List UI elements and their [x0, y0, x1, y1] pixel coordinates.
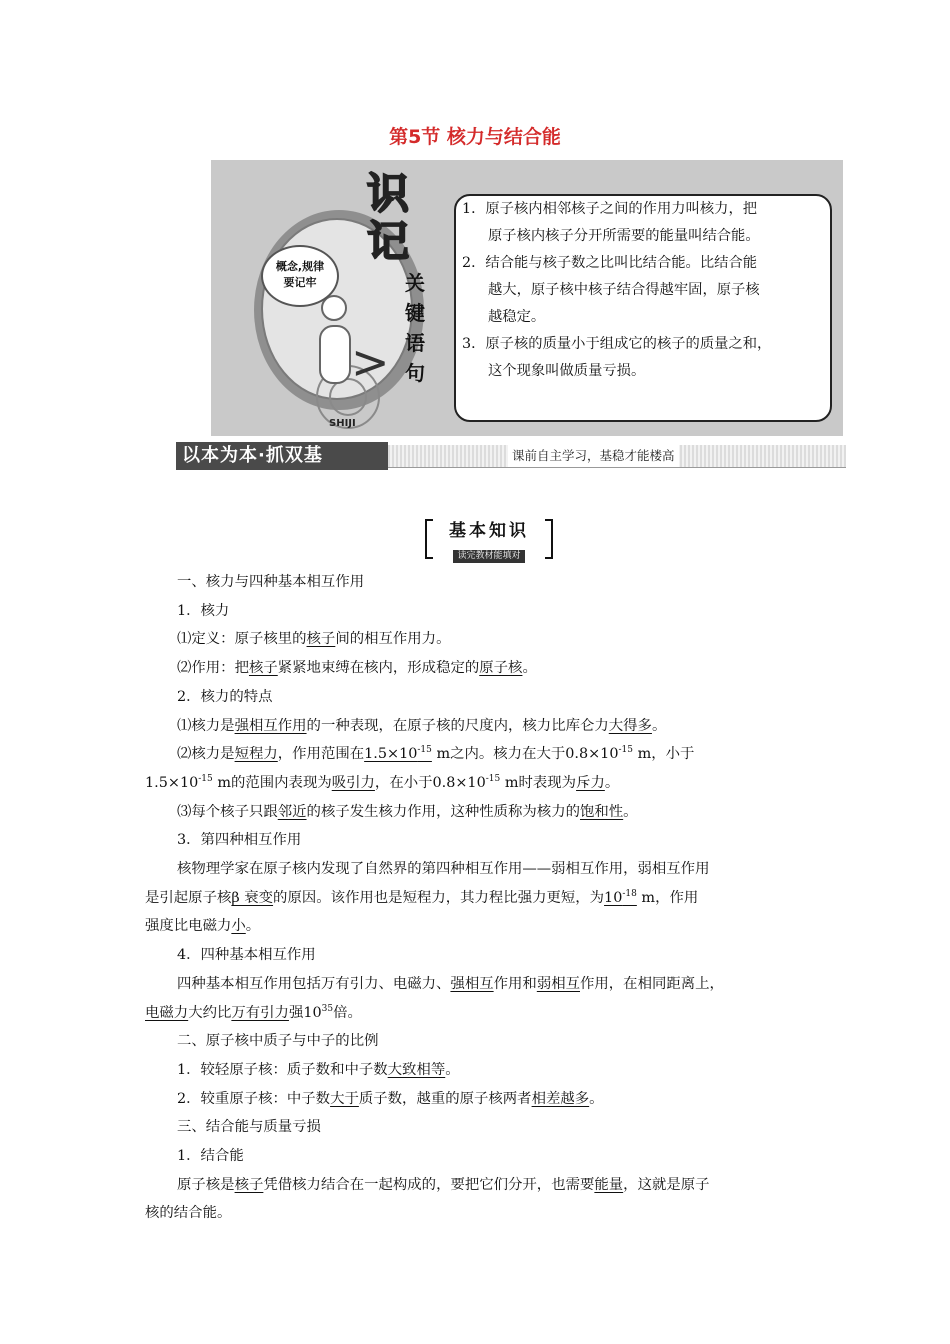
answer-blank: 邻近 — [277, 803, 307, 820]
answer-blank: 饱和性 — [579, 803, 624, 820]
answer-blank: 核子 — [248, 660, 278, 677]
heading-2: 二、原子核中质子与中子的比例 — [177, 1033, 379, 1050]
answer-blank: 强相互作用 — [234, 717, 307, 734]
paragraph: 是引起原子核β 衰变的原因。该作用也是短程力，其力程比强力更短，为$10^{-18}$ m，作用 — [145, 888, 699, 906]
subheading-1: 1．核力 — [177, 602, 230, 619]
paragraph: 核的结合能。 — [145, 1205, 232, 1222]
key-point-line: 2．结合能与核子数之比叫比结合能。比结合能 — [462, 255, 758, 271]
answer-blank: 万有引力 — [231, 1004, 289, 1021]
subheading-5: 1．结合能 — [177, 1148, 244, 1165]
speech-bubble — [261, 245, 339, 307]
banner-big-text — [367, 170, 409, 266]
paragraph: ⑶每个核子只跟邻近的核子发生核力作用，这种性质称为核力的饱和性。 — [177, 803, 638, 820]
answer-blank: 原子核 — [479, 660, 523, 677]
person-icon-body — [319, 325, 351, 384]
key-point-line: 这个现象叫做质量亏损。 — [488, 363, 646, 379]
key-point-line: 3．原子核的质量小于组成它的核子的质量之和， — [462, 336, 772, 352]
bracket-right — [545, 519, 553, 559]
bracket-left — [425, 519, 433, 559]
paragraph: ⑴定义：原子核里的核子间的相互作用力。 — [177, 631, 451, 648]
answer-blank: 强相互 — [450, 975, 494, 992]
vert-char-2: 键 — [405, 301, 425, 325]
paragraph: $1.5\times 10^{-15}$ m的范围内表现为吸引力，在小于$0.8\times 10^{-15}$ m时表现为斥力。 — [145, 774, 620, 791]
answer-blank: 小 — [231, 918, 246, 935]
subheading-4: 4．四种基本相互作用 — [177, 947, 316, 964]
answer-blank: 弱相互 — [536, 975, 580, 992]
badge-subtitle: 读完教材能填对 — [453, 550, 524, 563]
paragraph: ⑵核力是短程力，作用范围在$1.5\times 10^{-15}$ m之内。核力在大于$0.8\times 10^{-15}$ m，小于 — [177, 745, 695, 763]
answer-blank: 能量 — [594, 1176, 624, 1193]
answer-blank: 核子 — [306, 631, 336, 648]
answer-blank: β 衰变 — [231, 889, 274, 906]
paragraph: 2．较重原子核：中子数大于质子数，越重的原子核两者相差越多。 — [177, 1090, 604, 1107]
vert-char-4: 句 — [405, 361, 425, 385]
answer-blank: 斥力 — [576, 774, 605, 791]
answer-blank: 电磁力 — [145, 1004, 189, 1021]
badge-title: 基本知识 — [449, 521, 529, 541]
paragraph: 原子核是核子凭借核力结合在一起构成的，要把它们分开，也需要能量，这就是原子 — [177, 1176, 710, 1193]
bubble-line-2: 要记牢 — [283, 276, 317, 289]
section-badge — [425, 519, 553, 561]
key-point-line: 1．原子核内相邻核子之间的作用力叫核力，把 — [462, 201, 758, 217]
paragraph: 电磁力大约比万有引力强$10^{35}$倍。 — [145, 1003, 362, 1021]
strip-subtitle: 课前自主学习，基稳才能楼高 — [508, 445, 679, 467]
paragraph: ⑵作用：把核子紧紧地束缚在核内，形成稳定的原子核。 — [177, 660, 537, 677]
big-char-1: 识 — [367, 169, 410, 218]
banner-vertical-text — [405, 268, 427, 388]
answer-blank: 短程力 — [234, 746, 278, 763]
strip-bar — [388, 445, 846, 468]
section-strip — [176, 442, 846, 470]
key-points-box — [454, 194, 832, 422]
key-point-line: 原子核内核子分开所需要的能量叫结合能。 — [488, 228, 760, 244]
paragraph: 1．较轻原子核：质子数和中子数大致相等。 — [177, 1061, 460, 1078]
arrow-right-icon: > — [351, 335, 390, 389]
answer-blank: 吸引力 — [331, 774, 375, 791]
key-point-line: 越大，原子核中核子结合得越牢固，原子核 — [488, 282, 760, 298]
answer-blank: 相差越多 — [531, 1090, 590, 1107]
answer-blank: 核子 — [234, 1176, 264, 1193]
answer-blank: 大得多 — [608, 717, 652, 734]
big-char-2: 记 — [367, 217, 410, 266]
heading-3: 三、结合能与质量亏损 — [177, 1119, 321, 1136]
main-content — [145, 568, 807, 1228]
paragraph: ⑴核力是强相互作用的一种表现，在原子核的尺度内，核力比库仑力大得多。 — [177, 717, 667, 734]
subheading-2: 2．核力的特点 — [177, 688, 273, 705]
shiji-label: SHIJI — [329, 418, 356, 429]
vert-char-3: 语 — [405, 331, 425, 355]
paragraph: 核物理学家在原子核内发现了自然界的第四种相互作用——弱相互作用，弱相互作用 — [177, 861, 710, 878]
answer-blank: $1.5\times 10^{-15}$ — [364, 745, 432, 763]
answer-blank: $10^{-18}$ — [604, 888, 637, 906]
paragraph: 四种基本相互作用包括万有引力、电磁力、强相互作用和弱相互作用，在相同距离上， — [177, 975, 724, 992]
key-point-line: 越稳定。 — [488, 309, 546, 325]
strip-heading: 以本为本·抓双基 — [176, 442, 388, 470]
heading-1: 一、核力与四种基本相互作用 — [177, 574, 365, 590]
vert-char-1: 关 — [405, 271, 425, 295]
answer-blank: 大致相等 — [387, 1061, 446, 1078]
bubble-line-1: 概念,规律 — [275, 260, 325, 273]
subheading-3: 3．第四种相互作用 — [177, 832, 302, 849]
answer-blank: 大于 — [330, 1090, 359, 1107]
key-sentences-banner — [211, 160, 843, 436]
page-title: 第5节 核力与结合能 — [389, 126, 561, 148]
paragraph: 强度比电磁力小。 — [145, 918, 261, 935]
